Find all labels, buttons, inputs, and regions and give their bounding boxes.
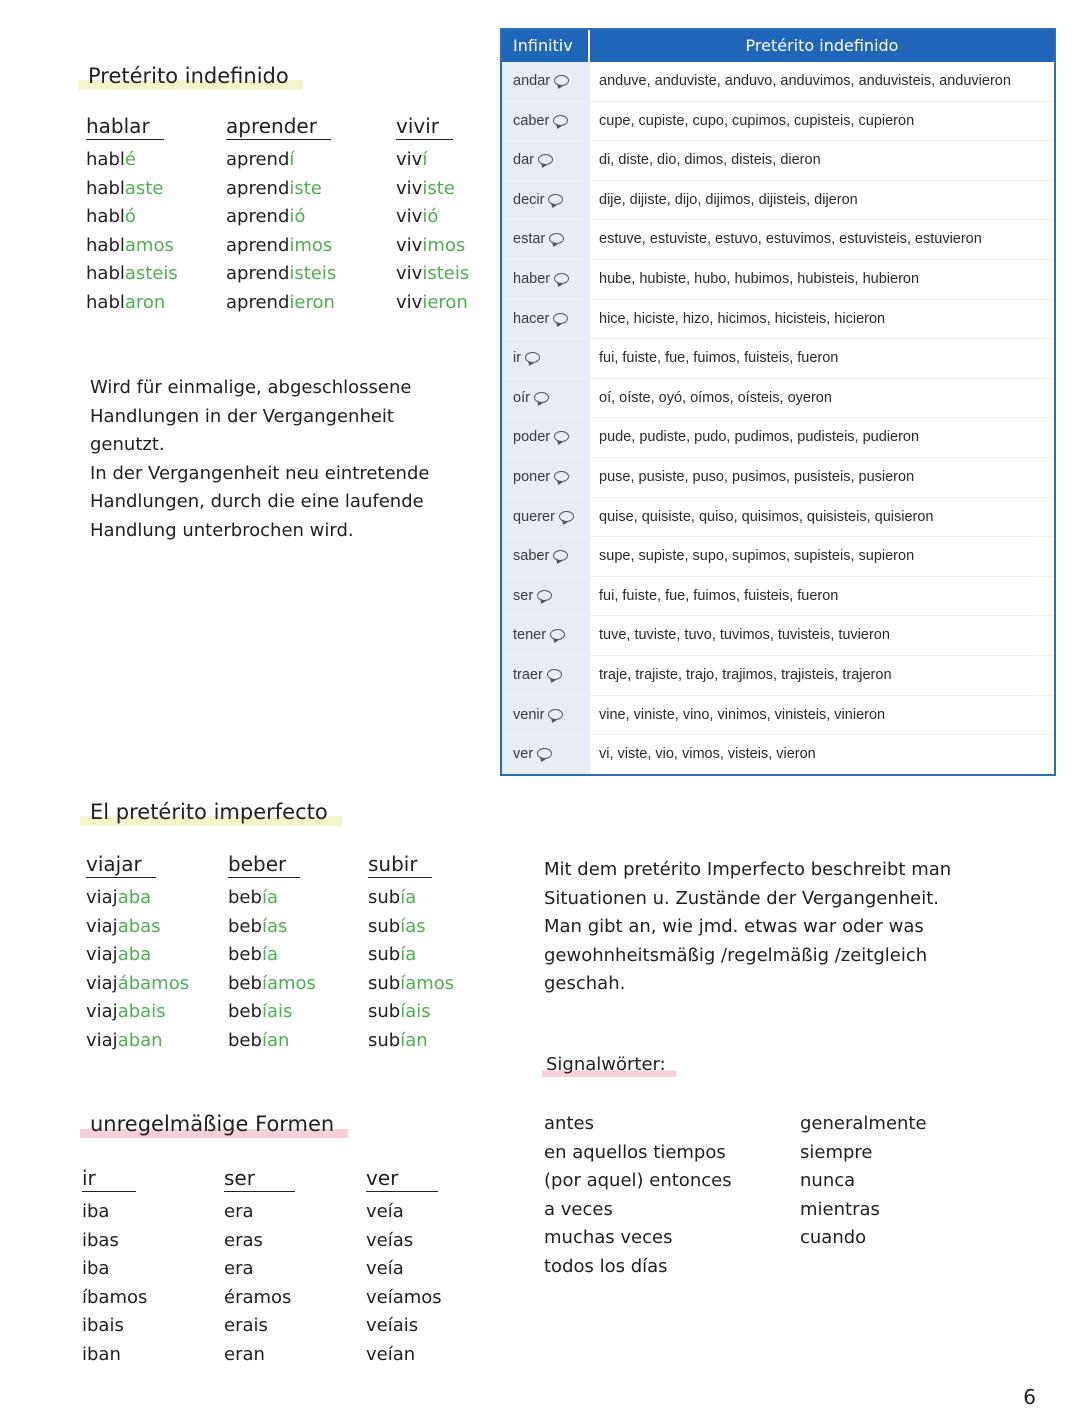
verb-ending: abais	[117, 1001, 166, 1022]
infinitive-cell	[502, 141, 590, 180]
irregular-column	[224, 1166, 295, 1369]
note-line: Wird für einmalige, abgeschlossene	[90, 377, 412, 398]
verb-ending: ió	[422, 206, 439, 227]
infinitive-cell	[502, 498, 590, 537]
verb-stem: viv	[396, 263, 423, 284]
forms-cell: fui, fuiste, fue, fuimos, fuisteis, fueron	[599, 350, 839, 367]
signal-word: todos los días	[544, 1255, 668, 1277]
table-row	[502, 140, 1054, 180]
note-line: gewohnheitsmäßig /regelmäßig /zeitgleich	[544, 944, 928, 966]
infinitive-text: saber	[513, 548, 550, 565]
verb-stem: viv	[396, 206, 423, 227]
irregular-form: veíais	[366, 1315, 419, 1336]
conjugated-form	[86, 884, 189, 913]
infinitive-cell	[502, 339, 590, 378]
verb-ending: aba	[117, 887, 152, 908]
irregular-form: ibais	[82, 1315, 124, 1336]
verb-infinitive: aprender	[226, 114, 331, 140]
conjugated-form	[228, 941, 316, 970]
table-row	[502, 536, 1054, 576]
irregular-form: iba	[82, 1258, 110, 1279]
verb-ending: ía	[400, 887, 417, 908]
infinitive-cell	[502, 537, 590, 576]
infinitive-cell	[502, 300, 590, 339]
infinitive-text: venir	[513, 706, 545, 723]
infinitive-text: traer	[513, 666, 543, 683]
table-row	[502, 576, 1054, 616]
conjugated-form	[228, 884, 316, 913]
verb-stem: habl	[86, 291, 125, 313]
conjugated-form	[226, 260, 336, 289]
speech-bubble-icon	[548, 194, 563, 205]
conjugated-form	[86, 1027, 189, 1056]
note-line: In der Vergangenheit neu eintretende	[90, 462, 430, 484]
note-line: Man gibt an, wie jmd. etwas war oder was	[544, 916, 924, 937]
verb-stem: habl	[86, 149, 125, 170]
table-row	[502, 101, 1054, 141]
infinitive-text: querer	[513, 508, 555, 525]
table-header	[502, 30, 1054, 62]
verb-ending: isteis	[422, 263, 470, 284]
conjugated-form	[228, 913, 316, 942]
verb-stem: sub	[368, 1001, 401, 1022]
conjugated-form	[86, 970, 189, 999]
infinitive-text: decir	[513, 191, 545, 208]
conjugated-form	[86, 941, 189, 970]
page-number: 6	[1023, 1385, 1036, 1409]
verb-infinitive: beber	[228, 852, 300, 878]
irregular-form: eras	[224, 1229, 263, 1251]
conjugation-column	[368, 852, 454, 1055]
verb-ending: iste	[422, 177, 455, 199]
verb-ending: ías	[261, 915, 288, 937]
indefinido-title: Pretérito indefinido	[78, 64, 303, 90]
irregular-form: veía	[366, 1258, 404, 1279]
forms-cell: hice, hiciste, hizo, hicimos, hicisteis, hicieron	[599, 310, 886, 327]
verb-infinitive: subir	[368, 852, 432, 878]
forms-cell: tuve, tuviste, tuvo, tuvimos, tuvisteis, tuvieron	[599, 627, 890, 644]
conjugated-form	[368, 970, 454, 999]
verb-stem: aprend	[226, 263, 290, 284]
infinitive-cell	[502, 102, 590, 141]
forms-cell: estuve, estuviste, estuvo, estuvimos, estuvisteis, estuvieron	[599, 231, 982, 248]
irregular-column	[366, 1166, 442, 1369]
signal-word: antes	[544, 1113, 594, 1134]
verb-stem: beb	[228, 1029, 262, 1051]
infinitive-cell	[502, 458, 590, 497]
speech-bubble-icon	[548, 709, 563, 720]
note-line: Handlungen, durch die eine laufende	[90, 491, 424, 512]
infinitive-text: andar	[513, 73, 551, 89]
speech-bubble-icon	[554, 75, 569, 86]
infinitive-cell	[502, 735, 590, 774]
signal-word: cuando	[800, 1227, 867, 1248]
verb-ending: aron	[124, 291, 166, 313]
forms-cell: traje, trajiste, trajo, trajimos, trajisteis, trajeron	[599, 666, 892, 683]
table-header-preterito: Pretérito indefinido	[745, 36, 899, 55]
speech-bubble-icon	[534, 392, 549, 403]
infinitive-cell	[502, 418, 590, 457]
note-line: Handlung unterbrochen wird.	[90, 519, 354, 541]
irregular-form: era	[224, 1201, 254, 1222]
verb-stem: habl	[86, 234, 125, 256]
infinitive-text: hacer	[513, 310, 550, 327]
forms-cell: vi, viste, vio, vimos, visteis, vieron	[599, 746, 816, 763]
infinitive-cell	[502, 220, 590, 259]
verb-ending: aba	[117, 944, 152, 965]
verb-ending: asteis	[124, 263, 178, 284]
verb-stem: viaj	[86, 915, 118, 937]
speech-bubble-icon	[559, 511, 574, 522]
infinitive-text: ser	[513, 587, 534, 604]
conjugated-form	[86, 232, 178, 261]
verb-ending: é	[124, 149, 136, 170]
conjugated-form	[368, 1027, 454, 1056]
verb-ending: ieron	[422, 291, 468, 313]
forms-cell: anduve, anduviste, anduvo, anduvimos, anduvisteis, anduvieron	[599, 73, 1011, 89]
infinitive-cell	[502, 181, 590, 220]
verb-ending: ían	[261, 1029, 290, 1051]
speech-bubble-icon	[538, 154, 553, 165]
verb-stem: beb	[228, 887, 262, 908]
table-row	[502, 259, 1054, 299]
forms-cell: supe, supiste, supo, supimos, supisteis, supieron	[599, 548, 915, 565]
conjugated-form	[86, 260, 178, 289]
forms-cell: hube, hubiste, hubo, hubimos, hubisteis, hubieron	[599, 270, 920, 287]
conjugated-form	[368, 884, 454, 913]
infinitive-cell	[502, 379, 590, 418]
conjugated-form	[228, 1027, 316, 1056]
note-line: Mit dem pretérito Imperfecto beschreibt man	[544, 859, 952, 880]
verb-ending: iste	[289, 177, 322, 199]
table-row	[502, 378, 1054, 418]
verb-stem: viaj	[86, 972, 118, 994]
conjugated-form	[396, 289, 469, 318]
verb-stem: beb	[228, 944, 262, 965]
verb-infinitive: vivir	[396, 114, 453, 140]
conjugated-form	[226, 146, 336, 175]
verb-ending: ía	[400, 944, 417, 965]
note-line: genutzt.	[90, 434, 165, 455]
table-row	[502, 615, 1054, 655]
forms-cell: vine, viniste, vino, vinimos, vinisteis, vinieron	[599, 706, 886, 723]
infinitive-text: tener	[513, 627, 547, 644]
forms-cell: di, diste, dio, dimos, disteis, dieron	[599, 152, 821, 169]
verb-ending: í	[422, 149, 428, 170]
verb-ending: amos	[124, 234, 174, 256]
speech-bubble-icon	[554, 471, 569, 482]
verb-ending: ió	[289, 206, 306, 227]
verb-stem: viv	[396, 177, 423, 199]
note-line: Handlungen in der Vergangenheit	[90, 405, 394, 427]
table-row	[502, 497, 1054, 537]
note-line: geschah.	[544, 973, 626, 994]
verb-stem: sub	[368, 887, 401, 908]
verb-stem: beb	[228, 915, 262, 937]
irregular-indefinido-table	[500, 28, 1056, 776]
speech-bubble-icon	[549, 233, 564, 244]
indefinido-note	[90, 374, 490, 545]
verb-ending: aste	[124, 177, 164, 199]
conjugated-form	[226, 203, 336, 232]
signal-word: generalmente	[800, 1113, 927, 1134]
infinitive-cell	[502, 656, 590, 695]
signal-word: (por aquel) entonces	[544, 1170, 732, 1191]
conjugated-form	[228, 970, 316, 999]
conjugated-form	[86, 998, 189, 1027]
forms-cell: cupe, cupiste, cupo, cupimos, cupisteis, cupieron	[599, 112, 915, 129]
speech-bubble-icon	[550, 629, 565, 640]
verb-stem: aprend	[226, 291, 290, 313]
conjugated-form	[368, 998, 454, 1027]
note-line: Situationen u. Zustände der Vergangenheit.	[544, 887, 940, 909]
verb-stem: viv	[396, 149, 423, 170]
speech-bubble-icon	[553, 550, 568, 561]
conjugated-form	[368, 941, 454, 970]
conjugation-column	[86, 114, 178, 317]
verb-ending: íamos	[400, 972, 455, 994]
verb-infinitive: hablar	[86, 114, 164, 140]
verb-stem: beb	[228, 972, 262, 994]
verb-stem: habl	[86, 206, 125, 227]
verb-stem: aprend	[226, 177, 290, 199]
imperfecto-title: El pretérito imperfecto	[80, 800, 342, 826]
verb-ending: ía	[261, 944, 278, 965]
table-row	[502, 734, 1054, 774]
verb-stem: beb	[228, 1001, 262, 1022]
infinitive-text: ir	[513, 350, 522, 367]
speech-bubble-icon	[553, 313, 568, 324]
conjugated-form	[396, 232, 469, 261]
verb-stem: sub	[368, 1029, 401, 1051]
conjugation-column	[226, 114, 336, 317]
infinitive-cell	[502, 696, 590, 735]
conjugated-form	[86, 203, 178, 232]
signal-word: en aquellos tiempos	[544, 1141, 726, 1163]
verb-stem: aprend	[226, 149, 290, 170]
table-header-infinitiv: Infinitiv	[502, 30, 590, 62]
irregular-forms-title: unregelmäßige Formen	[80, 1112, 348, 1138]
infinitive-text: poder	[513, 429, 551, 446]
infinitive-text: estar	[513, 231, 546, 248]
infinitive-cell	[502, 577, 590, 616]
verb-stem: viaj	[86, 1029, 118, 1051]
forms-cell: quise, quisiste, quiso, quisimos, quisisteis, quisieron	[599, 508, 934, 525]
verb-ending: imos	[422, 234, 466, 256]
conjugated-form	[396, 146, 469, 175]
verb-ending: ía	[261, 887, 278, 908]
conjugated-form	[226, 175, 336, 204]
verb-ending: í	[289, 149, 295, 170]
conjugated-form	[368, 913, 454, 942]
table-row	[502, 338, 1054, 378]
conjugated-form	[86, 175, 178, 204]
irregular-form: iba	[82, 1201, 110, 1222]
signal-word: mientras	[800, 1198, 880, 1220]
conjugated-form	[226, 232, 336, 261]
forms-cell: oí, oíste, oyó, oímos, oísteis, oyeron	[599, 389, 832, 406]
verb-stem: habl	[86, 263, 125, 284]
table-row	[502, 417, 1054, 457]
verb-stem: sub	[368, 915, 401, 937]
speech-bubble-icon	[553, 115, 568, 126]
verb-stem: sub	[368, 972, 401, 994]
signal-words-left	[544, 1110, 732, 1281]
verb-stem: aprend	[226, 234, 290, 256]
irregular-form: ibas	[82, 1229, 119, 1251]
infinitive-cell	[502, 62, 590, 101]
conjugation-column	[86, 852, 189, 1055]
verb-stem: viaj	[86, 887, 118, 908]
table-row	[502, 457, 1054, 497]
forms-cell: fui, fuiste, fue, fuimos, fuisteis, fueron	[599, 587, 839, 604]
verb-stem: habl	[86, 177, 125, 199]
signalwoerter-label: Signalwörter:	[542, 1054, 676, 1077]
infinitive-text: poner	[513, 468, 551, 485]
irregular-form: veía	[366, 1201, 404, 1222]
verb-ending: ías	[400, 915, 426, 937]
verb-stem: aprend	[226, 206, 290, 227]
conjugated-form	[228, 998, 316, 1027]
conjugated-form	[396, 175, 469, 204]
table-row	[502, 180, 1054, 220]
irregular-form: íbamos	[82, 1286, 148, 1308]
irregular-form: era	[224, 1258, 254, 1279]
signal-word: muchas veces	[544, 1227, 673, 1248]
conjugated-form	[86, 913, 189, 942]
conjugated-form	[86, 289, 178, 318]
speech-bubble-icon	[554, 273, 569, 284]
infinitive-cell	[502, 260, 590, 299]
verb-ending: ábamos	[117, 972, 190, 994]
verb-ending: íais	[400, 1001, 431, 1022]
infinitive-text: dar	[513, 152, 534, 169]
signal-word: siempre	[800, 1141, 873, 1163]
infinitive-cell	[502, 616, 590, 655]
speech-bubble-icon	[537, 590, 552, 601]
irregular-form: éramos	[224, 1286, 292, 1308]
table-row	[502, 62, 1054, 101]
conjugation-column	[396, 114, 469, 317]
conjugated-form	[396, 203, 469, 232]
signal-word: nunca	[800, 1170, 856, 1191]
conjugated-form	[396, 260, 469, 289]
irregular-form: erais	[224, 1315, 268, 1336]
irregular-form: veían	[366, 1343, 416, 1365]
verb-infinitive: viajar	[86, 852, 156, 878]
irregular-form: iban	[82, 1343, 121, 1365]
infinitive-text: caber	[513, 112, 550, 129]
speech-bubble-icon	[537, 748, 552, 759]
verb-infinitive: ser	[224, 1166, 295, 1192]
conjugated-form	[226, 289, 336, 318]
verb-stem: viaj	[86, 944, 118, 965]
verb-ending: ieron	[289, 291, 335, 313]
verb-ending: aban	[117, 1029, 163, 1051]
infinitive-text: haber	[513, 270, 551, 287]
table-row	[502, 655, 1054, 695]
conjugation-column	[228, 852, 316, 1055]
verb-ending: imos	[289, 234, 333, 256]
verb-stem: viaj	[86, 1001, 118, 1022]
speech-bubble-icon	[554, 431, 569, 442]
forms-cell: puse, pusiste, puso, pusimos, pusisteis, pusieron	[599, 468, 915, 485]
table-row	[502, 299, 1054, 339]
signal-word: a veces	[544, 1198, 613, 1220]
table-row	[502, 695, 1054, 735]
imperfecto-note	[544, 856, 1014, 999]
verb-ending: íais	[261, 1001, 293, 1022]
infinitive-text: ver	[513, 746, 534, 763]
irregular-form: veíamos	[366, 1286, 442, 1308]
forms-cell: pude, pudiste, pudo, pudimos, pudisteis, pudieron	[599, 429, 920, 446]
verb-infinitive: ir	[82, 1166, 136, 1192]
signal-words-right	[800, 1110, 927, 1253]
verb-stem: viv	[396, 234, 423, 256]
irregular-column	[82, 1166, 147, 1369]
forms-cell: dije, dijiste, dijo, dijimos, dijisteis, dijeron	[599, 191, 858, 208]
speech-bubble-icon	[547, 669, 562, 680]
verb-stem: sub	[368, 944, 401, 965]
table-row	[502, 219, 1054, 259]
speech-bubble-icon	[525, 352, 540, 363]
conjugated-form	[86, 146, 178, 175]
verb-ending: ó	[124, 206, 136, 227]
verb-ending: ían	[400, 1029, 428, 1051]
infinitive-text: oír	[513, 389, 530, 406]
verb-stem: viv	[396, 291, 423, 313]
verb-ending: abas	[117, 915, 161, 937]
irregular-form: veías	[366, 1229, 414, 1251]
verb-ending: íamos	[261, 972, 316, 994]
irregular-form: eran	[224, 1343, 265, 1365]
verb-ending: isteis	[289, 263, 337, 284]
verb-infinitive: ver	[366, 1166, 438, 1192]
